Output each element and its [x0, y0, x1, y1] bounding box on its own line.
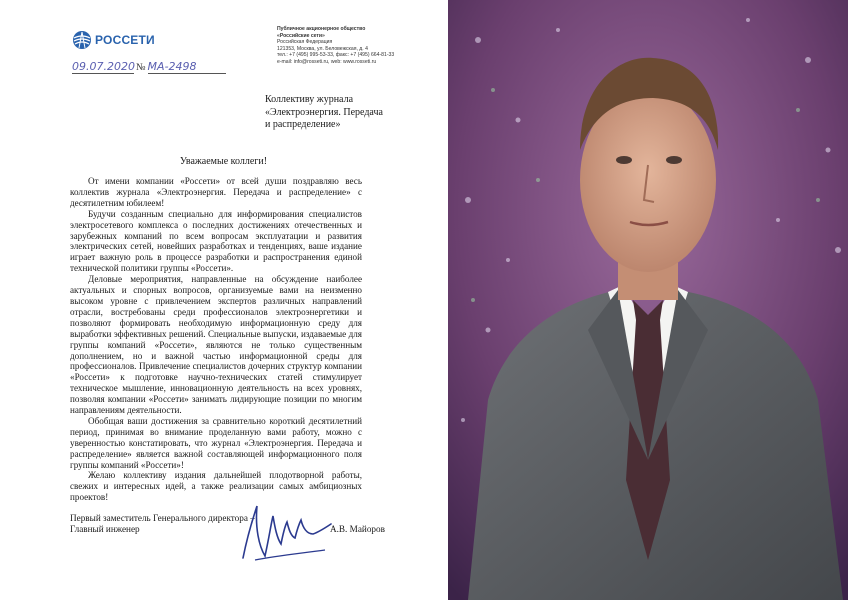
addressee-block [265, 94, 425, 132]
paragraph: Желаю коллективу издания дальнейшей плодотворной работы, свежих и интересных идей, а также реализации самых амбициозных проектов! [70, 470, 362, 503]
paragraph: Будучи созданным специально для информирования специалистов электросетевого комплекса о последних достижениях отечественных и зарубежных компаний по всем вопросам эксплуатации и развития электрических сетей, новейших разработках и тенденциях, ваше издание играет важную роль в процессе разработки и распространения единой технической политики группы «Россети». [70, 208, 362, 274]
signer-name: А.В. Майоров [330, 524, 385, 534]
addressee-line: «Электроэнергия. Передача [265, 106, 383, 118]
paragraph: От имени компании «Россети» от всей души поздравляю весь коллектив журнала «Электроэнергия. Передача и распределение» с десятилетним юбилеем! [70, 176, 362, 208]
org-line: Публичное акционерное общество [277, 26, 366, 32]
org-line: 121353, Москва, ул. Беловежская, д. 4 [277, 45, 368, 52]
rosseti-globe-icon [72, 30, 92, 50]
signer-position-line: Первый заместитель Генерального директора – [70, 513, 255, 523]
right-eye [666, 156, 682, 164]
letter-body [70, 176, 362, 503]
org-line: «Российские сети» [277, 32, 325, 39]
left-eye [616, 156, 632, 164]
registration-number: МА-2498 [148, 60, 226, 74]
org-line: Российская Федерация [277, 39, 333, 46]
salutation: Уважаемые коллеги! [179, 156, 268, 167]
registration-line [72, 60, 226, 74]
company-logo [72, 30, 155, 50]
org-line: e-mail: info@rosseti.ru, web: www.rosseti.ru [277, 58, 377, 65]
handwritten-signature [235, 498, 335, 566]
brand-name: РОССЕТИ [95, 33, 155, 47]
registration-date: 09.07.2020 [72, 60, 135, 73]
organization-details [277, 26, 437, 66]
org-line: тел.: +7 (495) 995-53-33, факс: +7 (495) 664-81-33 [277, 52, 395, 59]
addressee-line: и распределение» [265, 119, 341, 130]
signer-position [70, 513, 255, 535]
portrait-illustration [448, 0, 848, 600]
paragraph: Обобщая ваши достижения за сравнительно короткий десятилетний период, принимая во внимание проделанную вами работу, можно с уверенностью констатировать, что журнал «Электроэнергия. Передача и распределение» является важной составляющей информационного поля группы компаний «Россети»! [70, 415, 362, 470]
number-sign: № [136, 62, 146, 73]
addressee-line: Коллективу журнала [265, 94, 354, 105]
paragraph: Деловые мероприятия, направленные на обсуждение наиболее актуальных и спорных вопросов, организуемые вами на неизменно высоком уровне с привлечением экспертов различных направлений отрасли, востребованы среди профессионалов электроэнергетики и позволяют формировать необходимую информационную среду для выработки эффективных решений. Специальные выпуски, издаваемые для группы компаний «Россети», являются не только существенным дополнением, но и важной частью информационной среды для профессионалов. Привлечение специалистов дочерних структур компании «Россети» к подготовке научно-технических статей стимулирует техническое мышление, инновационную деятельность на всех уровнях, позволяя компании «Россети» занимать лидирующие позиции по многим направлениям деятельности. [70, 274, 362, 416]
portrait-photo [448, 0, 848, 600]
signer-position-line: Главный инженер [70, 524, 140, 534]
